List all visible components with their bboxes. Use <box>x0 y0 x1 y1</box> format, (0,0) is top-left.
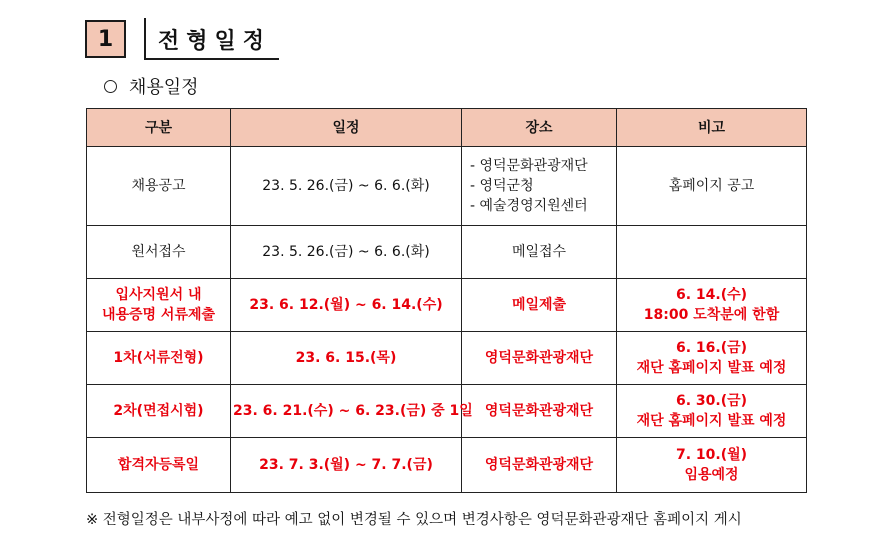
section-number: 1 <box>85 20 126 58</box>
row-place <box>462 147 617 226</box>
row-place <box>462 226 617 279</box>
row-schedule: 23. 7. 3.(월) ~ 7. 7.(금) <box>231 438 462 493</box>
footnote: ※ 전형일정은 내부사정에 따라 예고 없이 변경될 수 있으며 변경사항은 영덕문화관광재단 홈페이지 게시 <box>86 512 742 528</box>
table-row <box>87 438 807 493</box>
section-title: 전형일정 <box>158 29 272 54</box>
row-schedule: 23. 6. 21.(수) ~ 6. 23.(금) 중 1일 <box>231 385 462 438</box>
table-header-row <box>87 109 807 147</box>
note-line: 임용예정 <box>684 467 739 483</box>
table-row <box>87 385 807 438</box>
row-note <box>617 332 807 385</box>
row-note <box>617 385 807 438</box>
note-line: 6. 14.(수) <box>675 287 748 303</box>
header-place: 장소 <box>462 109 617 147</box>
row-place <box>462 438 617 493</box>
row-schedule: 23. 5. 26.(금) ~ 6. 6.(화) <box>231 147 462 226</box>
row-place <box>462 332 617 385</box>
row-category <box>87 147 231 226</box>
schedule-table <box>86 108 807 493</box>
row-note <box>617 147 807 226</box>
row-note <box>617 279 807 332</box>
place-line: 메일제출 <box>511 297 567 313</box>
row-note <box>617 438 807 493</box>
table-row <box>87 226 807 279</box>
row-category <box>87 279 231 332</box>
category-line: 내용증명 서류제출 <box>101 307 216 323</box>
note-line: 홈페이지 공고 <box>668 178 755 194</box>
row-place <box>462 385 617 438</box>
category-line: 원서접수 <box>131 244 186 260</box>
note-line: 재단 홈페이지 발표 예정 <box>636 360 787 376</box>
row-schedule: 23. 6. 15.(목) <box>231 332 462 385</box>
place-line: 영덕문화관광재단 <box>484 350 594 366</box>
subtitle <box>104 73 199 99</box>
row-category <box>87 385 231 438</box>
category-line: 입사지원서 내 <box>115 287 202 303</box>
header-category: 구분 <box>87 109 231 147</box>
note-line: 6. 16.(금) <box>675 340 748 356</box>
header-schedule: 일정 <box>231 109 462 147</box>
section-title-box <box>144 18 279 60</box>
category-line: 채용공고 <box>131 178 186 194</box>
row-place <box>462 279 617 332</box>
place-line: 영덕문화관광재단 <box>484 457 594 473</box>
table-row <box>87 332 807 385</box>
row-category <box>87 438 231 493</box>
place-line: - 영덕문화관광재단 <box>470 158 588 174</box>
place-line: - 영덕군청 <box>470 178 534 194</box>
table-row <box>87 279 807 332</box>
place-line: 메일접수 <box>511 244 567 260</box>
header-note: 비고 <box>617 109 807 147</box>
row-schedule: 23. 5. 26.(금) ~ 6. 6.(화) <box>231 226 462 279</box>
subtitle-text: 채용일정 <box>129 77 199 98</box>
note-line: 재단 홈페이지 발표 예정 <box>636 413 787 429</box>
row-schedule: 23. 6. 12.(월) ~ 6. 14.(수) <box>231 279 462 332</box>
circle-bullet-icon <box>104 80 117 93</box>
row-note <box>617 226 807 279</box>
category-line: 합격자등록일 <box>117 457 200 473</box>
note-line: 18:00 도착분에 한함 <box>643 307 780 323</box>
table-row <box>87 147 807 226</box>
note-line: 6. 30.(금) <box>675 393 748 409</box>
place-line: - 예술경영지원센터 <box>470 198 588 214</box>
category-line: 2차(면접시험) <box>113 403 204 419</box>
row-category <box>87 332 231 385</box>
category-line: 1차(서류전형) <box>113 350 204 366</box>
place-line: 영덕문화관광재단 <box>484 403 594 419</box>
row-category <box>87 226 231 279</box>
note-line: 7. 10.(월) <box>675 447 748 463</box>
